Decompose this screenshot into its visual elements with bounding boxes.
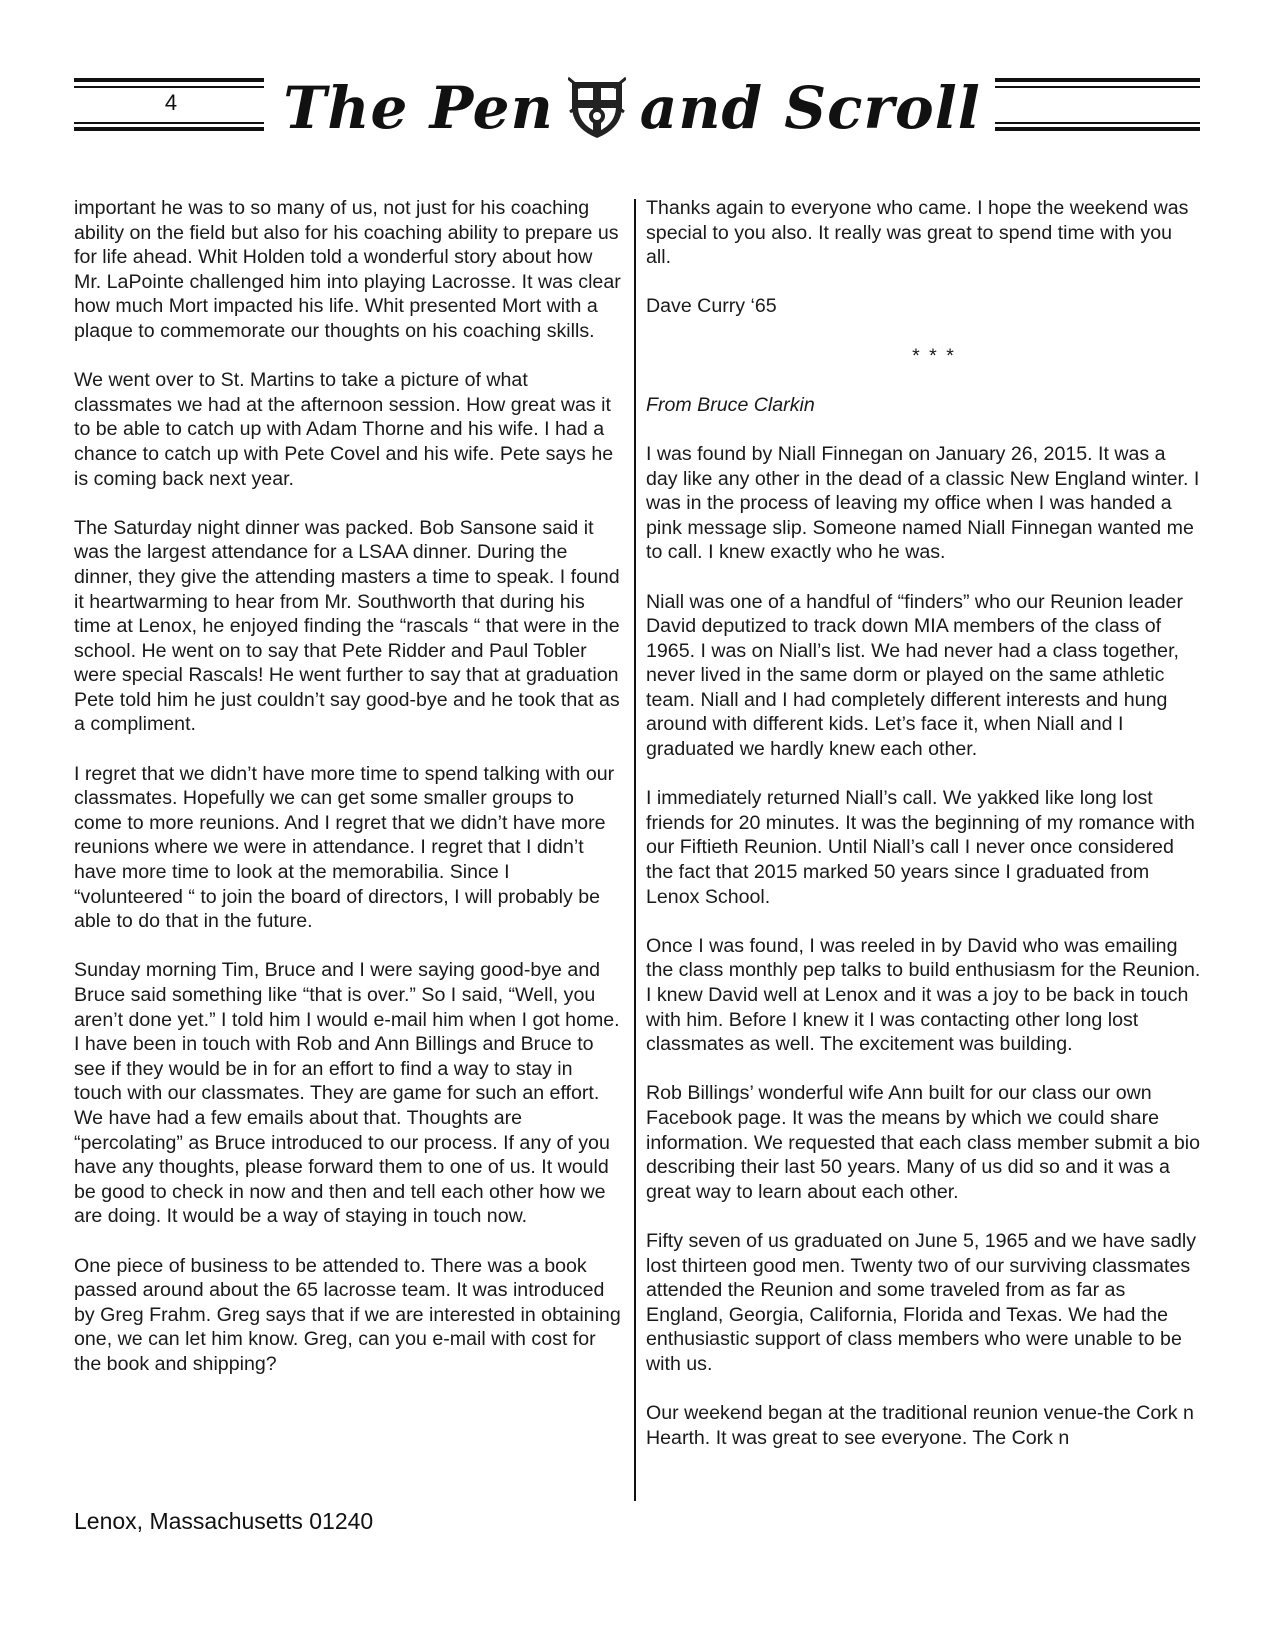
paragraph: I was found by Niall Finnegan on January 26, 2015. It was a day like any other in the dead of a classic New England winter. I was in the process of leaving my office when I was handed a pink message slip. Someone named Niall Finnegan wanted me to call. I knew exactly who he was.	[646, 442, 1200, 564]
paragraph: Our weekend began at the traditional reunion venue-the Cork n Hearth. It was great to see everyone. The Cork n	[646, 1402, 1194, 1449]
paragraph: Sunday morning Tim, Bruce and I were saying good-bye and Bruce said something like “that is over.” So I said, “Well, you aren’t done yet.” I told him I would e-mail him when I got home. I have been in touch with Rob and Ann Billings and Bruce to see if they would be in for an effort to find a way to stay in touch with our classmates. They are game for such an effort. We have had a few emails about that. Thoughts are “percolating” as Bruce introduced to our process. If any of you have any thoughts, please forward them to one of us. It would be good to check in now and then and tell each other how we are doing. It would be a way of staying in touch now.	[74, 959, 620, 1228]
paragraph: Thanks again to everyone who came. I hope the weekend was special to you also. It really was great to spend time with you all.	[646, 197, 1189, 269]
paragraph: I immediately returned Niall’s call. We yakked like long lost friends for 20 minutes. It was the beginning of my romance with our Fiftieth Reunion. Until Niall’s call I never once considered the fact that 2015 marked 50 years since I graduated from Lenox School.	[646, 787, 1195, 908]
paragraph: Once I was found, I was reeled in by David who was emailing the class monthly pep talks to build enthusiasm for the Reunion. I knew David well at Lenox and it was a joy to be back in touch with him. Before I knew it I was contacting other long lost classmates as well. The excitement was building.	[646, 934, 1201, 1056]
paragraph: important he was to so many of us, not just for his coaching ability on the field but also for his coaching ability to prepare us for life ahead. Whit Holden told a wonderful story about how Mr. LaPointe challenged him into playing Lacrosse. It was clear how much Mort impacted his life. Whit presented Mort with a plaque to commemorate our thoughts on his coaching skills.	[74, 197, 621, 342]
paragraph: I regret that we didn’t have more time to spend talking with our classmates. Hopefully we can get some smaller groups to come to more reunions. And I regret that we didn’t have more reunions where we were in attendance. I regret that I didn’t have more time to look at the memorabilia. Since I “volunteered “ to join the board of directors, I will probably be able to do that in the future.	[74, 762, 615, 933]
signature: Dave Curry ‘65	[646, 295, 777, 318]
masthead-rule-right	[995, 78, 1200, 132]
newsletter-title	[274, 66, 990, 150]
paragraph: One piece of business to be attended to. There was a book passed around about the 65 lacrosse team. It was introduced by Greg Frahm. Greg says that if we are interested in obtaining one, we can let him know. Greg, can you e-mail with cost for the book and shipping?	[74, 1254, 621, 1375]
title-left: The Pen	[283, 74, 554, 142]
paragraph: Rob Billings’ wonderful wife Ann built for our class our own Facebook page. It was the means by which we could share information. We requested that each class member submit a bio describing their last 50 years. Many of us did so and it was a great way to learn about each other.	[646, 1082, 1200, 1203]
paragraph: Fifty seven of us graduated on June 5, 1965 and we have sadly lost thirteen good men. Twenty two of our surviving classmates attended the Reunion and some traveled from as far as England, Georgia, California, Florida and Texas. We had the enthusiastic support of class members who were unable to be with us.	[646, 1229, 1197, 1375]
paragraph: We went over to St. Martins to take a picture of what classmates we had at the afternoon session. How great was it to be able to catch up with Adam Thorne and his wife. I had a chance to catch up with Pete Covel and his wife. Pete says he is coming back next year.	[74, 369, 614, 490]
title-right: and Scroll	[639, 74, 981, 142]
page-number: 4	[164, 90, 178, 115]
right-column	[646, 196, 1202, 1475]
crest-icon	[568, 76, 626, 140]
column-divider	[634, 199, 636, 1501]
paragraph: The Saturday night dinner was packed. Bob Sansone said it was the largest attendance for a LSAA dinner. During the dinner, they give the attending masters a time to speak. I found it heartwarming to hear from Mr. Southworth that during his time at Lenox, he enjoyed finding the “rascals “ that were in the school. He went on to say that Pete Ridder and Paul Tobler were special Rascals! He went further to say that at graduation Pete told him he just couldn’t say good-bye and he took that as a compliment.	[74, 516, 620, 736]
masthead	[74, 66, 1200, 150]
section-separator: * * *	[912, 344, 956, 367]
left-column	[74, 196, 622, 1401]
paragraph: Niall was one of a handful of “finders” who our Reunion leader David deputized to track down MIA members of the class of 1965. I was on Niall’s list. We had never had a class together, never lived in the same dorm or played on the same athletic team. Niall and I had completely different interests and hung around with different kids. Let’s face it, when Niall and I graduated we hardly knew each other.	[646, 590, 1183, 761]
byline: From Bruce Clarkin	[646, 393, 815, 416]
footer-address: Lenox, Massachusetts 01240	[74, 1508, 374, 1534]
